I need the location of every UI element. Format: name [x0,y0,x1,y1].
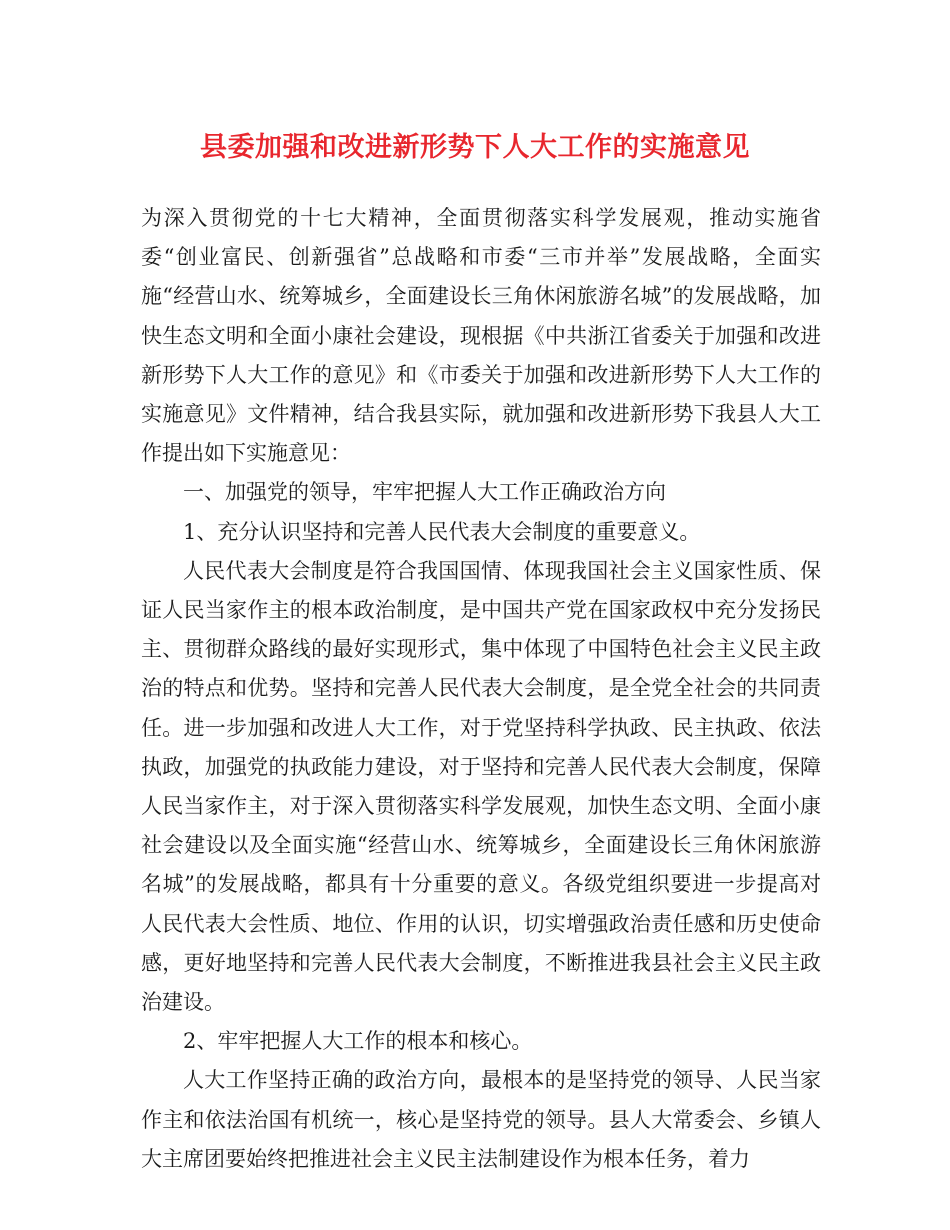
paragraph-intro: 为深入贯彻党的十七大精神，全面贯彻落实科学发展观，推动实施省委“创业富民、创新强省”总战略和市委“三市并举”发展战略，全面实施“经营山水、统筹城乡，全面建设长三角休闲旅游名城”的发展战略，加快生态文明和全面小康社会建设，现根据《中共浙江省委关于加强和改进新形势下人大工作的意见》和《市委关于加强和改进新形势下人大工作的实施意见》文件精神，结合我县实际，就加强和改进新形势下我县人大工作提出如下实施意见： [141,206,821,466]
paragraph-body-2: 人大工作坚持正确的政治方向，最根本的是坚持党的领导、人民当家作主和依法治国有机统一，核心是坚持党的领导。县人大常委会、乡镇人大主席团要始终把推进社会主义民主法制建设作为根本任务，着力 [141,1068,821,1171]
document-title: 县委加强和改进新形势下人大工作的实施意见 [200,132,750,163]
document-body [141,199,821,1179]
subsection-heading-1: 1、充分认识坚持和完善人民代表大会制度的重要意义。 [183,519,701,544]
subsection-heading-2: 2、牢牢把握人大工作的根本和核心。 [183,1029,533,1054]
paragraph-body-1: 人民代表大会制度是符合我国国情、体现我国社会主义国家性质、保证人民当家作主的根本政治制度，是中国共产党在国家政权中充分发扬民主、贯彻群众路线的最好实现形式，集中体现了中国特色社会主义民主政治的特点和优势。坚持和完善人民代表大会制度，是全党全社会的共同责任。进一步加强和改进人大工作，对于党坚持科学执政、民主执政、依法执政，加强党的执政能力建设，对于坚持和完善人民代表大会制度，保障人民当家作主，对于深入贯彻落实科学发展观，加快生态文明、全面小康社会建设以及全面实施“经营山水、统筹城乡，全面建设长三角休闲旅游名城”的发展战略，都具有十分重要的意义。各级党组织要进一步提高对人民代表大会性质、地位、作用的认识，切实增强政治责任感和历史使命感，更好地坚持和完善人民代表大会制度，不断推进我县社会主义民主政治建设。 [141,558,821,1015]
section-heading-1: 一、加强党的领导，牢牢把握人大工作正确政治方向 [183,480,666,505]
